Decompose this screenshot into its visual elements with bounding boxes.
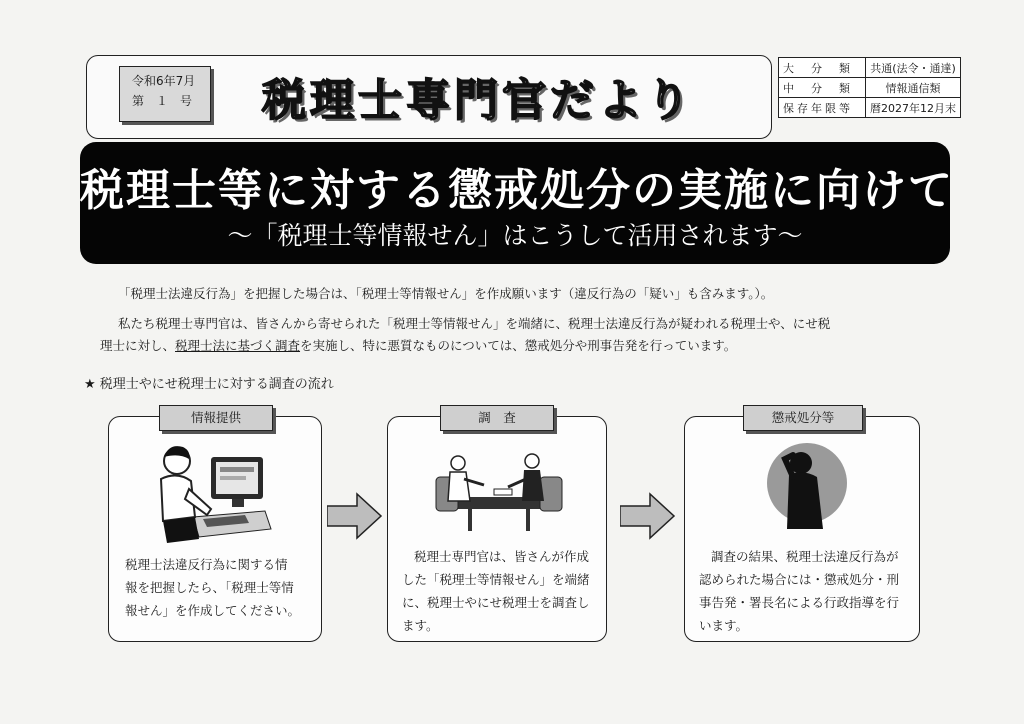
step-description: [699, 545, 899, 637]
classification-key: 大 分 類: [779, 58, 866, 78]
issue-era: 令和6年7月: [132, 74, 196, 88]
meeting-illustration: [428, 439, 568, 539]
underlined-phrase: 税理士法に基づく調査: [175, 338, 301, 353]
step-text-line: 報を把握したら、「税理士等情: [125, 580, 294, 595]
person-at-computer-illustration: [153, 439, 273, 549]
classification-key: 中 分 類: [779, 78, 866, 98]
classification-row: [779, 98, 961, 118]
flow-step-information: [108, 410, 322, 642]
newsletter-title: 税理士専門官だより: [262, 75, 694, 126]
intro-text: 理士に対し、: [100, 338, 176, 353]
flow-step-investigation: [387, 410, 607, 642]
distressed-person-illustration: [763, 437, 853, 533]
step-label: 懲戒処分等: [743, 405, 863, 431]
intro-paragraph-1: 「税理士法違反行為」を把握した場合は、「税理士等情報せん」を作成願います（違反行為の「疑い」も含みます。）。: [118, 286, 774, 301]
classification-key: 保存年限等: [779, 98, 866, 118]
intro-paragraph-2-line-1: 私たち税理士専門官は、皆さんから寄せられた「税理士等情報せん」を端緒に、税理士法違反行為が疑われる税理士や、にせ税: [118, 316, 831, 331]
flow-arrow-icon: [327, 492, 383, 540]
step-description: [125, 553, 300, 622]
step-text-line: います。: [699, 618, 749, 633]
classification-value: 暦2027年12月末: [866, 98, 961, 118]
classification-row: [779, 78, 961, 98]
intro-paragraph-2-line-2: [100, 334, 736, 358]
section-heading: ★ 税理士やにせ税理士に対する調査の流れ: [84, 377, 334, 392]
classification-value: 情報通信類: [866, 78, 961, 98]
flow-arrow-icon: [620, 492, 676, 540]
classification-table: [778, 57, 961, 118]
classification-value: 共通(法令・通達): [866, 58, 961, 78]
step-text-line: ます。: [402, 618, 439, 633]
step-description: [402, 545, 590, 637]
step-text-line: した「税理士等情報せん」を端緒: [402, 572, 590, 587]
intro-text: を実施し、特に悪質なものについては、懲戒処分や刑事告発を行っています。: [300, 338, 737, 353]
issue-number: 第 １ 号: [132, 94, 193, 108]
title-banner: [80, 142, 954, 264]
step-text-line: に、税理士やにせ税理士を調査し: [402, 595, 590, 610]
step-text-line: 税理士専門官は、皆さんが作成: [414, 549, 590, 564]
step-text-line: 事告発・署長名による行政指導を行: [699, 595, 900, 610]
banner-title: 税理士等に対する懲戒処分の実施に向けて: [80, 165, 954, 216]
step-text-line: 税理士法違反行為に関する情: [125, 557, 288, 572]
banner-subtitle: ～「税理士等情報せん」はこうして活用されます～: [227, 221, 803, 250]
flow-step-disciplinary-action: [684, 410, 920, 642]
step-text-line: 調査の結果、税理士法違反行為が: [711, 549, 899, 564]
issue-tag: [119, 66, 211, 122]
step-label: 情報提供: [159, 405, 273, 431]
step-label: 調 査: [440, 405, 554, 431]
classification-row: [779, 58, 961, 78]
step-text-line: 報せん」を作成してください。: [125, 603, 301, 618]
step-text-line: 認められた場合には・懲戒処分・刑: [699, 572, 900, 587]
